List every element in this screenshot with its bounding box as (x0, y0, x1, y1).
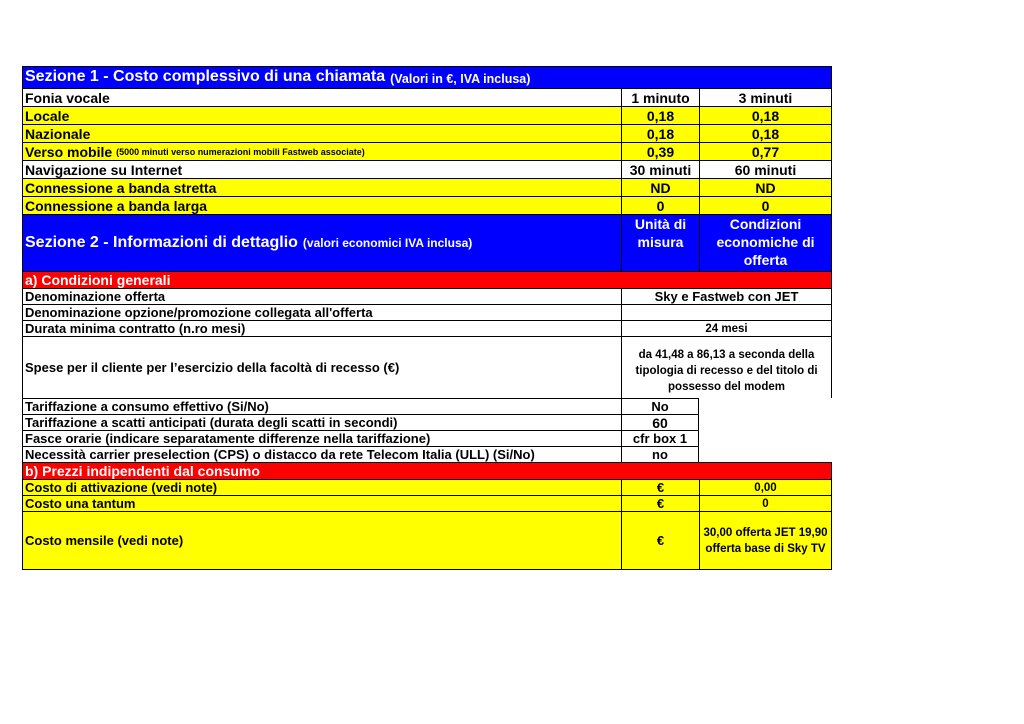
tariff-value: cfr box 1 (621, 430, 699, 446)
section1-title: Sezione 1 - Costo complessivo di una chiamata (25, 68, 386, 85)
price-value: 0 (699, 495, 832, 511)
section2-title: Sezione 2 - Informazioni di dettaglio (25, 234, 298, 251)
general-row-denominazione (22, 288, 832, 304)
navigazione-label: Navigazione su Internet (22, 160, 621, 178)
section2-col1: Unità di misura (634, 216, 687, 250)
cond-header-row (22, 271, 832, 288)
net-value-30min: 0 (621, 196, 699, 214)
tariff-value: 60 (621, 414, 699, 430)
cond-header: a) Condizioni generali (22, 271, 832, 288)
general-value-cell (621, 336, 832, 398)
price-value-cell (699, 511, 832, 569)
price-row-tantum (22, 495, 832, 511)
section2-header (22, 214, 832, 271)
navigazione-col1: 30 minuti (621, 160, 699, 178)
general-row-durata (22, 320, 832, 336)
voice-label: Verso mobile (25, 143, 113, 160)
voice-value-3min: 0,18 (699, 124, 832, 142)
fonia-label: Fonia vocale (22, 88, 621, 106)
general-value: Sky e Fastweb con JET (621, 288, 832, 304)
tariff-value: no (621, 446, 699, 462)
net-label: Connessione a banda stretta (22, 178, 621, 196)
net-row-stretta (22, 178, 832, 196)
voice-row-nazionale (22, 124, 832, 142)
net-value-30min: ND (621, 178, 699, 196)
tariff-row (22, 430, 832, 446)
tariff-sheet (22, 66, 832, 570)
section1-note: (Valori in €, IVA inclusa) (390, 72, 531, 86)
voice-label: Nazionale (22, 124, 621, 142)
voice-label-cell (22, 142, 621, 160)
tariff-label: Necessità carrier preselection (CPS) o distacco da rete Telecom Italia (ULL) (Si/No) (22, 446, 621, 462)
net-value-60min: ND (699, 178, 832, 196)
voice-sublabel: (5000 minuti verso numerazioni mobili Fastweb associate) (116, 146, 365, 157)
net-value-60min: 0 (699, 196, 832, 214)
net-row-larga (22, 196, 832, 214)
section1-header-cell (22, 66, 832, 88)
price-unit: € (621, 495, 699, 511)
price-value: 0,00 (699, 479, 832, 495)
general-label: Denominazione opzione/promozione collegata all'offerta (22, 304, 621, 320)
tariff-row (22, 446, 832, 462)
price-label: Costo di attivazione (vedi note) (22, 479, 621, 495)
tariff-label: Tariffazione a scatti anticipati (durata degli scatti in secondi) (22, 414, 621, 430)
general-value (621, 304, 832, 320)
price-row-mensile (22, 511, 832, 570)
section2-note: (valori economici IVA inclusa) (302, 236, 473, 250)
voice-value-3min: 0,18 (699, 106, 832, 124)
general-label: Spese per il cliente per l’esercizio della facoltà di recesso (€) (22, 336, 621, 398)
voice-row-locale (22, 106, 832, 124)
tariff-row (22, 414, 832, 430)
voice-label: Locale (22, 106, 621, 124)
price-value: 30,00 offerta JET 19,90 offerta base di Sky TV (703, 526, 828, 555)
fonia-col1: 1 minuto (621, 88, 699, 106)
net-label: Connessione a banda larga (22, 196, 621, 214)
navigazione-header-row (22, 160, 832, 178)
section2-col2-cell (699, 214, 832, 271)
section2-title-cell (22, 214, 621, 271)
price-row-attivazione (22, 479, 832, 495)
general-row-spese (22, 336, 832, 398)
price-unit: € (621, 479, 699, 495)
prices-header: b) Prezzi indipendenti dal consumo (22, 462, 832, 479)
prices-header-row (22, 462, 832, 479)
tariff-value: No (621, 398, 699, 414)
general-value: 24 mesi (621, 320, 832, 336)
section2-col2: Condizioni economiche di offerta (716, 216, 815, 268)
price-unit: € (621, 511, 699, 569)
general-value: da 41,48 a 86,13 a seconda della tipologia di recesso e del titolo di possesso del modem (635, 348, 818, 393)
voice-value-1min: 0,18 (621, 106, 699, 124)
price-label: Costo una tantum (22, 495, 621, 511)
general-label: Durata minima contratto (n.ro mesi) (22, 320, 621, 336)
general-row-opzione (22, 304, 832, 320)
section1-header (22, 66, 832, 88)
navigazione-col2: 60 minuti (699, 160, 832, 178)
voice-row-mobile (22, 142, 832, 160)
tariff-row (22, 398, 832, 414)
section2-col1-cell (621, 214, 699, 271)
general-label: Denominazione offerta (22, 288, 621, 304)
tariff-label: Fasce orarie (indicare separatamente differenze nella tariffazione) (22, 430, 621, 446)
price-label: Costo mensile (vedi note) (22, 511, 621, 569)
fonia-col2: 3 minuti (699, 88, 832, 106)
voice-value-1min: 0,39 (621, 142, 699, 160)
tariff-label: Tariffazione a consumo effettivo (Si/No) (22, 398, 621, 414)
voice-value-1min: 0,18 (621, 124, 699, 142)
fonia-header-row (22, 88, 832, 106)
voice-value-3min: 0,77 (699, 142, 832, 160)
